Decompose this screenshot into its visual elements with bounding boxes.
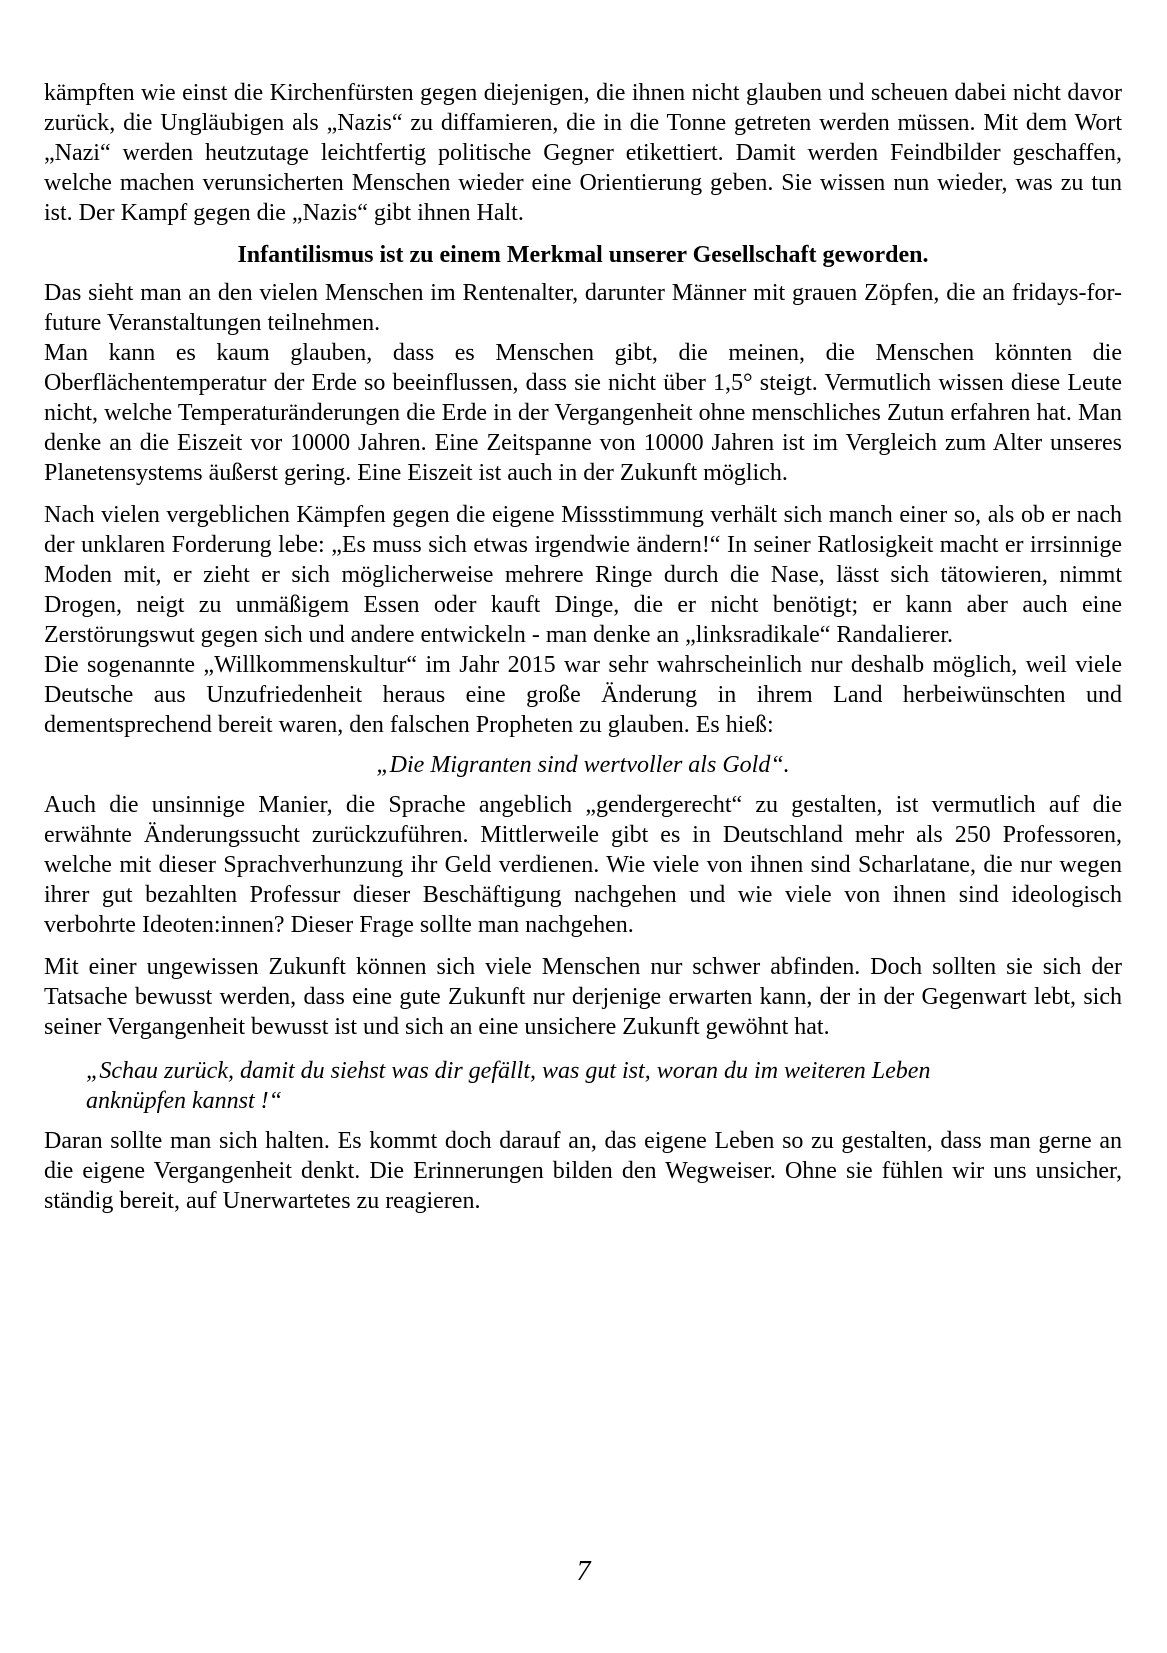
- page-number: 7: [576, 1556, 591, 1587]
- paragraph-missstimmung: Nach vielen vergeblichen Kämpfen gegen die eigene Missstimmung verhält sich manch einer so, als ob er nach der unklaren Forderung lebe: „Es muss sich etwas irgendwie ändern!“ In seiner Ratlosigkeit macht er irrsinnige Moden mit, er zieht er sich möglicherweise mehrere Ringe durch die Nase, lässt sich tätowieren, nimmt Drogen, neigt zu unmäßigem Essen oder kauft Dinge, die er nicht benötigt; er kann aber auch eine Zerstörungswut gegen sich und andere entwickeln - man denke an „linksradikale“ Randalierer.: [44, 502, 1122, 648]
- paragraph-zukunft: Mit einer ungewissen Zukunft können sich viele Menschen nur schwer abfinden. Doch sollten sie sich der Tatsache bewusst werden, dass eine gute Zukunft nur derjenige erwarten kann, der in der Gegenwart lebt, sich seiner Vergangenheit bewusst ist und sich an eine unsichere Zukunft gewöhnt hat.: [44, 954, 1122, 1040]
- quote-schau-zurueck: „Schau zurück, damit du siehst was dir gefällt, was gut ist, woran du im weiteren Leben anknüpfen kannst !“: [86, 1058, 931, 1114]
- quote-migranten: „Die Migranten sind wertvoller als Gold“.: [376, 752, 790, 778]
- paragraph-willkommenskultur: Die sogenannte „Willkommenskultur“ im Jahr 2015 war sehr wahrscheinlich nur deshalb möglich, weil viele Deutsche aus Unzufriedenheit heraus eine große Änderung in ihrem Land herbeiwünschten und dementsprechend bereit waren, den falschen Propheten zu glauben. Es hieß:: [44, 652, 1122, 738]
- paragraph-klima: Man kann es kaum glauben, dass es Menschen gibt, die meinen, die Menschen könnten die Oberflächentemperatur der Erde so beeinflussen, dass sie nicht über 1,5° steigt. Vermutlich wissen diese Leute nicht, welche Temperaturänderungen die Erde in der Vergangenheit ohne menschliches Zutun erfahren hat. Man denke an die Eiszeit vor 10000 Jahren. Eine Zeitspanne von 10000 Jahren ist im Vergleich zum Alter unseres Planetensystems äußerst gering. Eine Eiszeit ist auch in der Zukunft möglich.: [44, 340, 1122, 486]
- paragraph-schluss: Daran sollte man sich halten. Es kommt doch darauf an, das eigene Leben so zu gestalten, dass man gerne an die eigene Vergangenheit denkt. Die Erinnerungen bilden den Wegweiser. Ohne sie fühlen wir uns unsicher, ständig bereit, auf Unerwartetes zu reagieren.: [44, 1128, 1122, 1214]
- section-heading-infantilismus: Infantilismus ist zu einem Merkmal unserer Gesellschaft geworden.: [237, 242, 929, 268]
- paragraph-rentenalter: Das sieht man an den vielen Menschen im Rentenalter, darunter Männer mit grauen Zöpfen, die an fridays-for-future Veranstaltungen teilnehmen.: [44, 280, 1122, 336]
- paragraph-intro: kämpften wie einst die Kirchenfürsten gegen diejenigen, die ihnen nicht glauben und scheuen dabei nicht davor zurück, die Ungläubigen als „Nazis“ zu diffamieren, die in die Tonne getreten werden müssen. Mit dem Wort „Nazi“ werden heutzutage leichtfertig politische Gegner etikettiert. Damit werden Feindbilder geschaffen, welche machen verunsicherten Menschen wieder eine Orientierung geben. Sie wissen nun wieder, was zu tun ist. Der Kampf gegen die „Nazis“ gibt ihnen Halt.: [44, 80, 1122, 226]
- paragraph-gendersprache: Auch die unsinnige Manier, die Sprache angeblich „gendergerecht“ zu gestalten, ist vermutlich auf die erwähnte Änderungssucht zurückzuführen. Mittlerweile gibt es in Deutschland mehr als 250 Professoren, welche mit dieser Sprachverhunzung ihr Geld verdienen. Wie viele von ihnen sind Scharlatane, die nur wegen ihrer gut bezahlten Professur dieser Beschäftigung nachgehen und wie viele von ihnen sind ideologisch verbohrte Ideoten:innen? Dieser Frage sollte man nachgehen.: [44, 792, 1122, 938]
